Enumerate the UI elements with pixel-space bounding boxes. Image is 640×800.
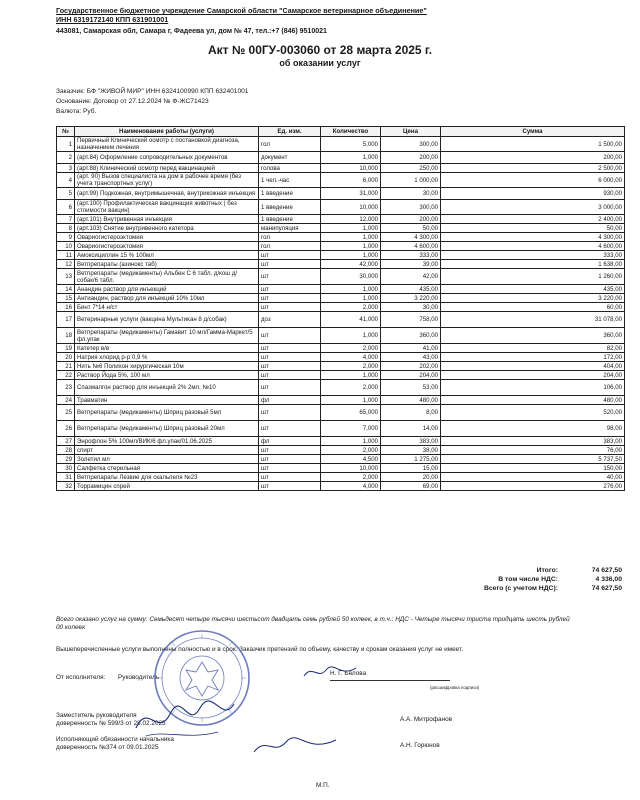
cell-unit: документ: [259, 152, 321, 164]
total-value: 74 627,50: [591, 567, 622, 574]
cell-row-number: 8: [57, 224, 75, 233]
cell-amount: 360,00: [441, 328, 625, 344]
table-row: [57, 233, 625, 242]
table-header-row: [57, 127, 625, 137]
table-row: [57, 405, 625, 421]
cell-row-number: 32: [57, 482, 75, 491]
cell-price: 53,00: [381, 380, 441, 396]
acting-head-signature: [250, 732, 340, 760]
cell-amount: 204,00: [441, 371, 625, 380]
vat-label: В том числе НДС:: [498, 576, 558, 583]
cell-row-number: 23: [57, 380, 75, 396]
cell-row-number: 19: [57, 344, 75, 353]
cell-service-name: Торрамицин спрей: [75, 482, 259, 491]
cell-amount: 150,00: [441, 464, 625, 473]
cell-price: 758,00: [381, 312, 441, 328]
cell-service-name: Салфетка стерильная: [75, 464, 259, 473]
services-table-body: [57, 137, 625, 491]
cell-service-name: (арт.88) Клинический осмотр перед вакцинацией: [75, 164, 259, 173]
cell-quantity: 1,000: [321, 396, 381, 405]
cell-price: 38,00: [381, 446, 441, 455]
cell-quantity: 2,000: [321, 344, 381, 353]
cell-price: 480,00: [381, 396, 441, 405]
table-row: [57, 137, 625, 152]
table-row: [57, 312, 625, 328]
cell-unit: манипуляция: [259, 224, 321, 233]
table-row: [57, 455, 625, 464]
cell-quantity: 10,000: [321, 200, 381, 215]
table-row: [57, 437, 625, 446]
cell-service-name: Овариогистероэктомия: [75, 242, 259, 251]
cell-amount: 31 078,00: [441, 312, 625, 328]
acting-head-name: А.Н. Горюнов: [400, 742, 440, 749]
cell-unit: шт: [259, 269, 321, 285]
cell-amount: 1 500,00: [441, 137, 625, 152]
cell-price: 50,00: [381, 224, 441, 233]
cell-quantity: 2,000: [321, 362, 381, 371]
cell-row-number: 4: [57, 173, 75, 188]
cell-service-name: Энрофлон 5% 100мл/ВИК/6 фл.упак/01.06.2025: [75, 437, 259, 446]
cell-unit: шт: [259, 380, 321, 396]
acting-head-title: Исполняющий обязанности начальника: [56, 736, 174, 743]
cell-quantity: 7,000: [321, 421, 381, 437]
cell-unit: шт: [259, 371, 321, 380]
cell-price: 360,00: [381, 328, 441, 344]
cell-row-number: 22: [57, 371, 75, 380]
services-table: [56, 126, 625, 491]
cell-service-name: спирт: [75, 446, 259, 455]
table-row: [57, 152, 625, 164]
cell-unit: гол: [259, 242, 321, 251]
table-row: [57, 242, 625, 251]
deputy-title: Заместитель руководителя: [56, 712, 137, 719]
cell-price: 30,00: [381, 303, 441, 312]
document-title: Акт № 00ГУ-003060 от 28 марта 2025 г.: [207, 43, 433, 57]
table-row: [57, 285, 625, 294]
cell-amount: 2 400,00: [441, 215, 625, 224]
cell-amount: 60,00: [441, 303, 625, 312]
cell-price: 4 300,00: [381, 233, 441, 242]
cell-quantity: 1,000: [321, 251, 381, 260]
cell-row-number: 7: [57, 215, 75, 224]
column-header-number: №: [57, 127, 75, 137]
cell-amount: 276,00: [441, 482, 625, 491]
cell-row-number: 17: [57, 312, 75, 328]
cell-unit: 1 введение: [259, 215, 321, 224]
cell-service-name: Ветпрепараты (медикаменты) Альбен С 6 табл. д/кош д/собак/6 табл.: [75, 269, 259, 285]
document-subtitle: об оказании услуг: [279, 58, 361, 68]
cell-amount: 106,00: [441, 380, 625, 396]
cell-service-name: Раствор Йода 5%, 100 мл: [75, 371, 259, 380]
cell-service-name: Ветпрепараты (медикаменты) Шприц разовый 5мл: [75, 405, 259, 421]
cell-service-name: Натрия хлорид р-р 0,9 %: [75, 353, 259, 362]
cell-quantity: 1,000: [321, 437, 381, 446]
basis-line: Основание: Договор от 27.12.2024 № Ф-ЖС71423: [56, 98, 209, 105]
cell-price: 435,00: [381, 285, 441, 294]
cell-quantity: 4,500: [321, 455, 381, 464]
cell-quantity: 1,000: [321, 224, 381, 233]
cell-quantity: 10,000: [321, 464, 381, 473]
cell-quantity: 1,000: [321, 242, 381, 251]
cell-amount: 2 500,00: [441, 164, 625, 173]
cell-price: 14,00: [381, 421, 441, 437]
cell-amount: 200,00: [441, 152, 625, 164]
cell-service-name: Ветпрепараты (медикаменты) Шприц разовый 20мл: [75, 421, 259, 437]
cell-amount: 5 737,50: [441, 455, 625, 464]
cell-service-name: Ветеринарные услуги (вакцина Мультикан 8 д/собак): [75, 312, 259, 328]
table-row: [57, 260, 625, 269]
cell-service-name: Нить №6 Полихон хирургическая 10м: [75, 362, 259, 371]
cell-amount: 6 000,00: [441, 173, 625, 188]
services-amount-text: Всего оказано услуг на сумму: Семьдесят четыре тысячи шестьсот двадцать семь рублей 50 копеек, в т.ч.: НДС - Четыре тысячи триста тридцать шесть рублей 00 копеек: [56, 616, 570, 631]
cell-amount: 520,00: [441, 405, 625, 421]
cell-row-number: 9: [57, 233, 75, 242]
cell-unit: шт: [259, 353, 321, 362]
totals-block: [484, 566, 622, 593]
cell-unit: гол: [259, 233, 321, 242]
cell-amount: 76,00: [441, 446, 625, 455]
table-row: [57, 396, 625, 405]
cell-amount: 82,00: [441, 344, 625, 353]
cell-quantity: 2,000: [321, 380, 381, 396]
cell-price: 1 000,00: [381, 173, 441, 188]
cell-service-name: (арт.103) Снятие внутривенного катетора: [75, 224, 259, 233]
cell-service-name: Анандин раствор для инъекций: [75, 285, 259, 294]
cell-unit: шт: [259, 362, 321, 371]
cell-unit: фл: [259, 437, 321, 446]
cell-unit: 1 чел.-час: [259, 173, 321, 188]
cell-amount: 98,00: [441, 421, 625, 437]
cell-row-number: 27: [57, 437, 75, 446]
cell-row-number: 18: [57, 328, 75, 344]
table-row: [57, 344, 625, 353]
cell-unit: 1 введение: [259, 188, 321, 200]
cell-service-name: Первичный Клинический осмотр с постановкой диагноза, назначением лечения: [75, 137, 259, 152]
cell-quantity: 2,000: [321, 303, 381, 312]
cell-price: 15,00: [381, 464, 441, 473]
organization-name: Государственное бюджетное учреждение Самарской области "Самарское ветеринарное объединение": [56, 6, 427, 15]
cell-amount: 383,00: [441, 437, 625, 446]
cell-row-number: 6: [57, 200, 75, 215]
table-row: [57, 362, 625, 371]
cell-row-number: 16: [57, 303, 75, 312]
table-row: [57, 380, 625, 396]
cell-amount: 50,00: [441, 224, 625, 233]
cell-service-name: (арт.84) Оформление сопроводительных документов: [75, 152, 259, 164]
cell-price: 30,00: [381, 188, 441, 200]
cell-unit: шт: [259, 482, 321, 491]
cell-service-name: (арт. 90) Вызов специалиста на дом в рабочее время (без учета транспортных услуг): [75, 173, 259, 188]
table-row: [57, 303, 625, 312]
cell-price: 69,00: [381, 482, 441, 491]
cell-amount: 4 600,00: [441, 242, 625, 251]
cell-service-name: Бинт 7*14 н/ст: [75, 303, 259, 312]
table-row: [57, 473, 625, 482]
table-row: [57, 421, 625, 437]
column-header-unit: Ед. изм.: [259, 127, 321, 137]
cell-price: 250,00: [381, 164, 441, 173]
cell-unit: шт: [259, 344, 321, 353]
cell-price: 200,00: [381, 152, 441, 164]
acceptance-statement: Вышеперечисленные услуги выполнены полностью и в срок. Заказчик претензий по объему, качеству и срокам оказания услуг не имеет.: [56, 646, 463, 653]
cell-quantity: 2,000: [321, 446, 381, 455]
cell-quantity: 1,000: [321, 294, 381, 303]
cell-row-number: 11: [57, 251, 75, 260]
table-row: [57, 164, 625, 173]
cell-quantity: 41,000: [321, 312, 381, 328]
cell-quantity: 12,000: [321, 215, 381, 224]
cell-quantity: 30,000: [321, 269, 381, 285]
cell-row-number: 29: [57, 455, 75, 464]
cell-row-number: 12: [57, 260, 75, 269]
customer-line: Заказчик: БФ "ЖИВОЙ МИР" ИНН 6324100990 КПП 632401001: [56, 88, 249, 95]
cell-price: 3 220,00: [381, 294, 441, 303]
cell-amount: 1 638,00: [441, 260, 625, 269]
table-row: [57, 200, 625, 215]
cell-price: 20,00: [381, 473, 441, 482]
deputy-power-of-attorney: доверенность № 599/3 от 28.02.2025: [56, 720, 166, 727]
executor-label: От исполнителя:: [56, 674, 106, 681]
cell-quantity: 5,000: [321, 137, 381, 152]
cell-service-name: Антиандин, раствор для инъекций 10% 10мл: [75, 294, 259, 303]
cell-row-number: 25: [57, 405, 75, 421]
grand-total-label: Всего (с учетом НДС):: [483, 585, 558, 592]
cell-price: 39,00: [381, 260, 441, 269]
cell-unit: шт: [259, 473, 321, 482]
cell-row-number: 30: [57, 464, 75, 473]
cell-row-number: 13: [57, 269, 75, 285]
cell-unit: шт: [259, 251, 321, 260]
seal-place-mark: М.П.: [316, 782, 330, 789]
cell-amount: 3 220,00: [441, 294, 625, 303]
cell-unit: доз: [259, 312, 321, 328]
cell-quantity: 1,000: [321, 328, 381, 344]
cell-unit: шт: [259, 421, 321, 437]
executor-signature: [300, 662, 360, 682]
table-row: [57, 328, 625, 344]
currency-line: Валюта: Руб.: [56, 108, 97, 115]
cell-price: 42,00: [381, 269, 441, 285]
cell-amount: 404,00: [441, 362, 625, 371]
cell-price: 300,00: [381, 137, 441, 152]
cell-unit: шт: [259, 446, 321, 455]
cell-service-name: Катетер в/в: [75, 344, 259, 353]
cell-service-name: Золетил мл: [75, 455, 259, 464]
cell-service-name: Амоксициллин 15 % 100мл: [75, 251, 259, 260]
cell-row-number: 15: [57, 294, 75, 303]
cell-quantity: 1,000: [321, 233, 381, 242]
table-row: [57, 269, 625, 285]
cell-quantity: 6,000: [321, 173, 381, 188]
cell-unit: шт: [259, 464, 321, 473]
acting-head-power-of-attorney: доверенность №374 от 09.01.2025: [56, 744, 159, 751]
cell-amount: 40,00: [441, 473, 625, 482]
cell-price: 200,00: [381, 215, 441, 224]
cell-service-name: Спазмалгон раствор для инъекций 2% 2мл. №10: [75, 380, 259, 396]
cell-price: 202,00: [381, 362, 441, 371]
cell-price: 383,00: [381, 437, 441, 446]
cell-amount: 480,00: [441, 396, 625, 405]
total-label: Итого:: [536, 567, 558, 574]
cell-price: 4 600,00: [381, 242, 441, 251]
cell-service-name: Ветпрепараты Лезвие для скальпеля №23: [75, 473, 259, 482]
cell-unit: шт: [259, 260, 321, 269]
cell-unit: голова: [259, 164, 321, 173]
executor-name: Н. Г. Белова: [330, 670, 367, 677]
cell-price: 8,00: [381, 405, 441, 421]
cell-unit: шт: [259, 294, 321, 303]
column-header-name: Наименование работы (услуги): [75, 127, 259, 137]
executor-role: Руководитель: [118, 674, 160, 681]
cell-row-number: 26: [57, 421, 75, 437]
organization-inn-kpp: ИНН 6319172140 КПП 631901001: [56, 15, 169, 24]
cell-unit: шт: [259, 303, 321, 312]
table-row: [57, 446, 625, 455]
cell-service-name: (арт.99) Подкожная, внутримышечная, внутрикожная инъекция: [75, 188, 259, 200]
table-row: [57, 173, 625, 188]
table-row: [57, 464, 625, 473]
table-row: [57, 482, 625, 491]
cell-price: 333,00: [381, 251, 441, 260]
cell-quantity: 4,000: [321, 353, 381, 362]
column-header-price: Цена: [381, 127, 441, 137]
cell-unit: 1 введение: [259, 200, 321, 215]
cell-price: 41,00: [381, 344, 441, 353]
cell-price: 43,00: [381, 353, 441, 362]
cell-unit: фл: [259, 396, 321, 405]
cell-quantity: 10,000: [321, 164, 381, 173]
column-header-quantity: Количество: [321, 127, 381, 137]
cell-unit: шт: [259, 455, 321, 464]
cell-amount: 172,00: [441, 353, 625, 362]
cell-amount: 1 260,00: [441, 269, 625, 285]
cell-row-number: 14: [57, 285, 75, 294]
cell-service-name: Ветпрепараты (медикаменты) Гамавит 10 мл/Гамма-Маркет/5 фл.упак: [75, 328, 259, 344]
cell-row-number: 28: [57, 446, 75, 455]
cell-row-number: 24: [57, 396, 75, 405]
cell-row-number: 20: [57, 353, 75, 362]
cell-row-number: 5: [57, 188, 75, 200]
cell-service-name: Овариогистероэктомия: [75, 233, 259, 242]
deputy-signature: [130, 690, 240, 750]
cell-price: 204,00: [381, 371, 441, 380]
cell-row-number: 10: [57, 242, 75, 251]
cell-row-number: 21: [57, 362, 75, 371]
cell-quantity: 2,000: [321, 473, 381, 482]
table-row: [57, 353, 625, 362]
cell-quantity: 4,000: [321, 482, 381, 491]
cell-amount: 3 000,00: [441, 200, 625, 215]
vat-value: 4 336,00: [595, 576, 622, 583]
cell-row-number: 1: [57, 137, 75, 152]
table-row: [57, 371, 625, 380]
table-row: [57, 188, 625, 200]
column-header-sum: Сумма: [441, 127, 625, 137]
cell-price: 1 275,00: [381, 455, 441, 464]
table-row: [57, 224, 625, 233]
cell-amount: 930,00: [441, 188, 625, 200]
cell-quantity: 1,000: [321, 152, 381, 164]
cell-quantity: 42,000: [321, 260, 381, 269]
cell-price: 300,00: [381, 200, 441, 215]
cell-amount: 4 300,00: [441, 233, 625, 242]
cell-row-number: 3: [57, 164, 75, 173]
cell-quantity: 31,000: [321, 188, 381, 200]
cell-amount: 333,00: [441, 251, 625, 260]
cell-service-name: Ветпрепараты (азинокс таб): [75, 260, 259, 269]
cell-row-number: 2: [57, 152, 75, 164]
cell-quantity: 1,000: [321, 285, 381, 294]
table-row: [57, 294, 625, 303]
cell-amount: 435,00: [441, 285, 625, 294]
cell-service-name: Травматин: [75, 396, 259, 405]
cell-unit: гол: [259, 137, 321, 152]
table-row: [57, 215, 625, 224]
signature-caption: (расшифровка подписи): [430, 685, 480, 690]
cell-service-name: (арт.101) Внутривенная инъекция: [75, 215, 259, 224]
grand-total-value: 74 627,50: [591, 585, 622, 592]
cell-unit: шт: [259, 405, 321, 421]
cell-quantity: 1,000: [321, 371, 381, 380]
cell-quantity: 65,000: [321, 405, 381, 421]
cell-row-number: 31: [57, 473, 75, 482]
cell-unit: шт: [259, 285, 321, 294]
organization-address: 443081, Самарская обл, Самара г, Фадеева ул, дом № 47, тел.:+7 (846) 9510021: [56, 28, 327, 35]
cell-service-name: (арт.100) Профилактическая вакцинация животных ( без стоимости вакцин): [75, 200, 259, 215]
table-row: [57, 251, 625, 260]
cell-unit: шт: [259, 328, 321, 344]
deputy-name: А.А. Митрофанов: [400, 716, 453, 723]
